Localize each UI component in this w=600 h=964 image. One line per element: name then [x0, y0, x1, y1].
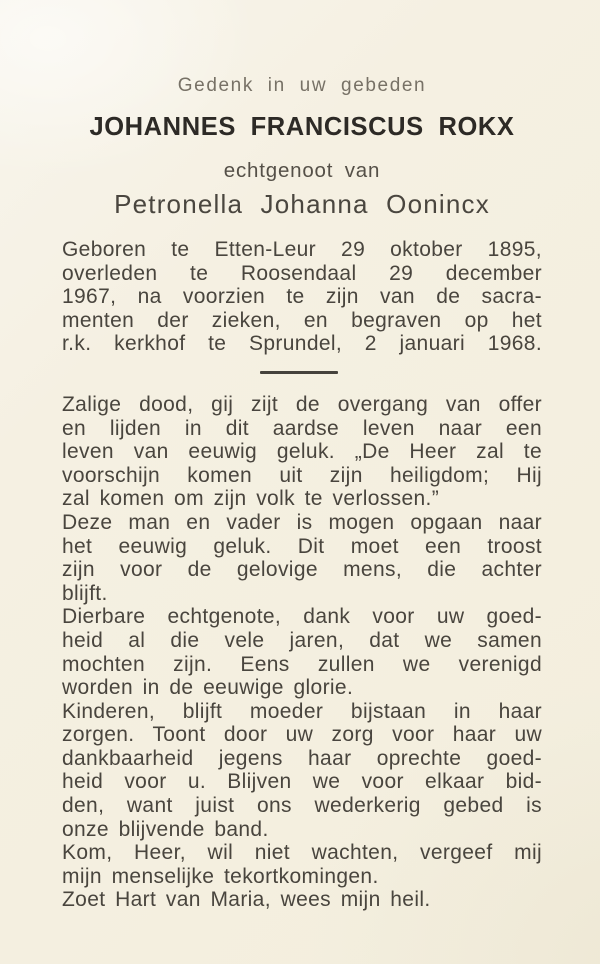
- text-line: leven van eeuwig geluk. „De Heer zal te: [62, 440, 542, 464]
- text-line: Kom, Heer, wil niet wachten, vergeef mij: [62, 841, 542, 865]
- biography-paragraph: [62, 238, 542, 356]
- text-line: overleden te Roosendaal 29 december: [62, 261, 542, 285]
- spouse-name: Petronella Johanna Oonincx: [114, 189, 490, 219]
- text-line: heid al die vele jaren, dat we samen: [62, 628, 542, 652]
- text-line: zorgen. Toont door uw zorg voor haar uw: [62, 723, 542, 747]
- text-line: Kinderen, blijft moeder bijstaan in haar: [62, 699, 542, 723]
- intro-line: Gedenk in uw gebeden: [177, 75, 427, 96]
- text-line: Geboren te Etten-Leur 29 oktober 1895,: [62, 238, 542, 261]
- text-line: dankbaarheid jegens haar oprechte goed-: [62, 746, 542, 770]
- paragraph: [62, 700, 542, 842]
- text-line: menten der zieken, en begraven op het: [62, 308, 542, 332]
- text-line: mijn menselijke tekortkomingen.: [62, 864, 379, 888]
- text-line: 1967, na voorzien te zijn van de sacra-: [62, 285, 542, 309]
- text-line: het eeuwig geluk. Dit moet een troost: [62, 534, 542, 558]
- paragraph: [62, 841, 542, 888]
- text-line: worden in de eeuwige glorie.: [62, 676, 354, 700]
- text-line: r.k. kerkhof te Sprundel, 2 januari 1968.: [62, 332, 542, 356]
- text-line: den, want juist ons wederkerig gebed is: [62, 794, 542, 818]
- section-divider: [260, 371, 338, 374]
- text-line: zal komen om zijn volk te verlossen.”: [62, 487, 440, 511]
- paragraph: [62, 605, 542, 699]
- text-line: Dierbare echtgenote, dank voor uw goed-: [62, 605, 542, 629]
- text-line: onze blijvende band.: [62, 817, 269, 841]
- relation-line: echtgenoot van: [223, 159, 381, 182]
- paragraph: [62, 511, 542, 605]
- paragraph: [62, 888, 542, 912]
- text-line: blijft.: [62, 581, 108, 605]
- text-line: en lijden in dit aardse leven naar een: [62, 416, 542, 440]
- text-line: Deze man en vader is mogen opgaan naar: [62, 510, 542, 534]
- deceased-name: JOHANNES FRANCISCUS ROKX: [89, 113, 515, 141]
- paragraph: [62, 393, 542, 511]
- memorial-text: [62, 393, 542, 912]
- text-line: zijn voor de gelovige mens, die achter: [62, 558, 542, 582]
- text-line: Zoet Hart van Maria, wees mijn heil.: [62, 888, 431, 912]
- text-line: heid voor u. Blijven we voor elkaar bid-: [62, 770, 542, 794]
- text-line: Zalige dood, gij zijt de overgang van offer: [62, 392, 542, 416]
- text-line: mochten zijn. Eens zullen we verenigd: [62, 652, 542, 676]
- text-line: voorschijn komen uit zijn heiligdom; Hij: [62, 463, 542, 487]
